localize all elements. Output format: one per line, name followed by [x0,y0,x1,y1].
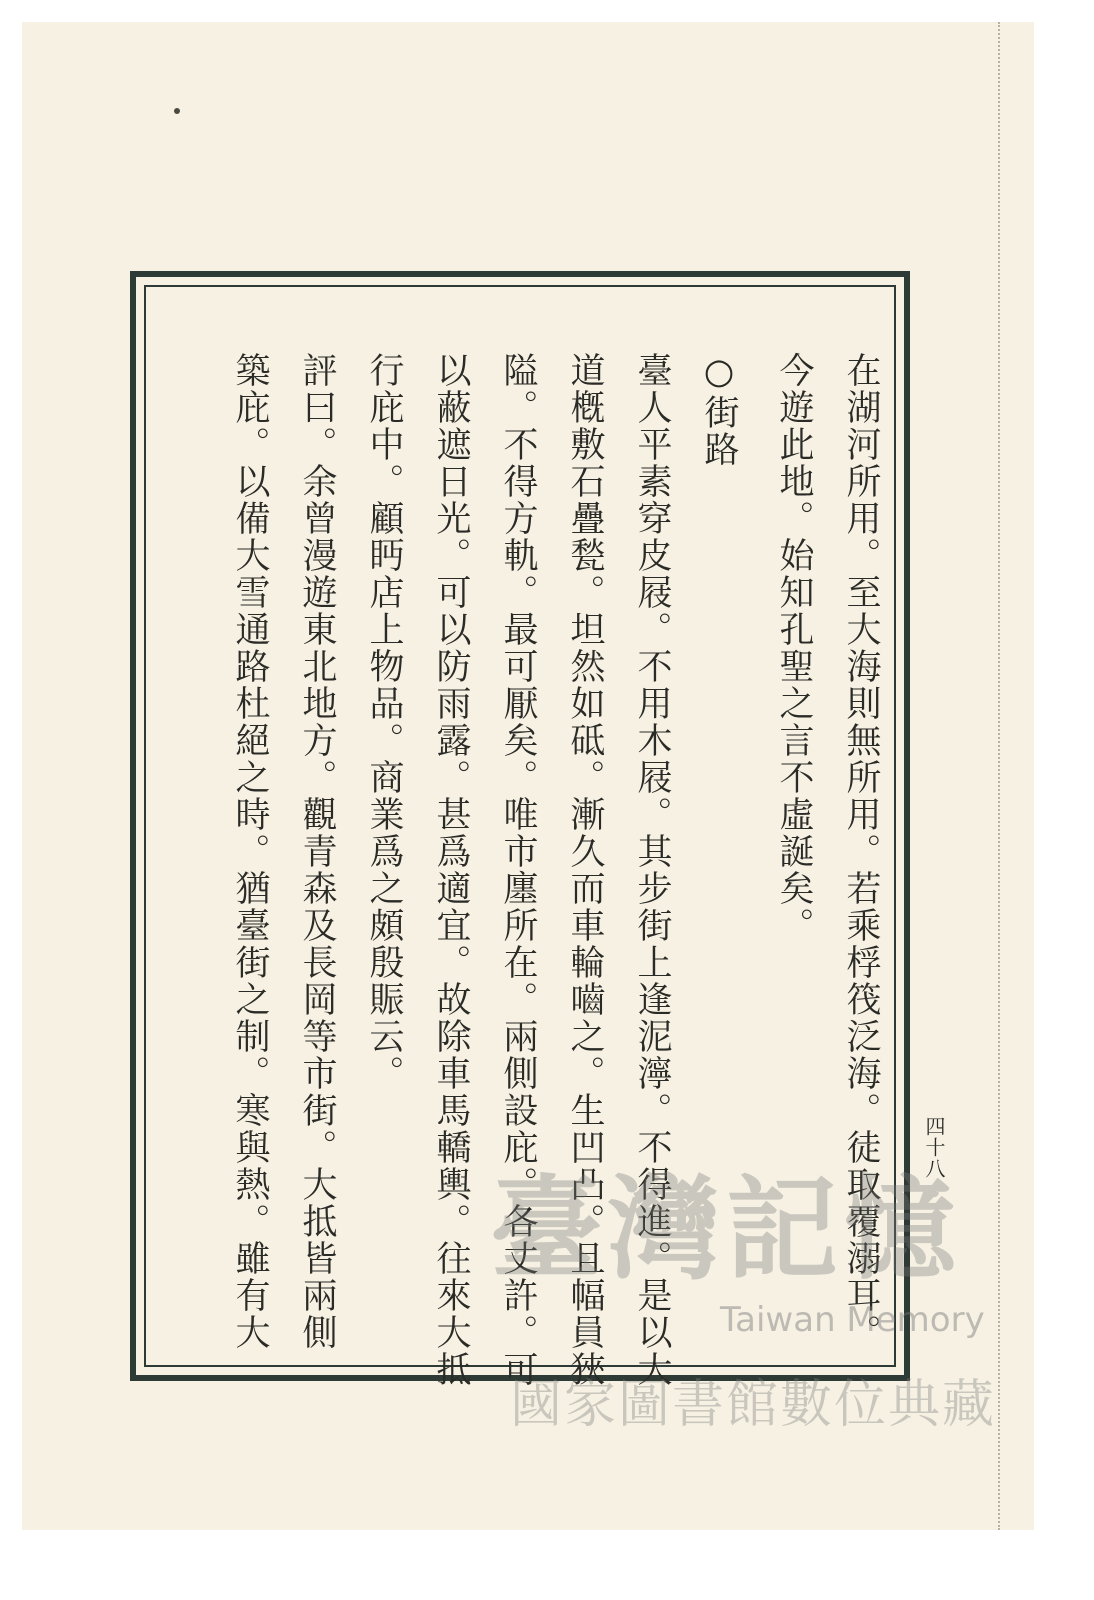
commentary-column-1: 評曰。余曾漫遊東北地方。觀青森及長岡等市街。大抵皆兩側 [297,352,337,1351]
watermark-chinese: 國家圖書館數位典藏 [510,1375,997,1435]
text-column-6: 道槪敷石疊甃。坦然如砥。漸久而車輪嚙之。生凹凸。且幅員狹 [565,352,605,1388]
text-column-blank [752,352,760,353]
text-column-7: 隘。不得方軌。最可厭矣。唯市廛所在。兩側設庇。各丈許。可 [498,352,538,1388]
commentary-column-2: 築庇。以備大雪通路杜絕之時。猶臺街之制。寒與熱。雖有大 [230,352,270,1351]
section-heading: ○街路 [699,352,739,468]
text-column-5: 臺人平素穿皮屐。不用木屐。其步街上逢泥濘。不得進。是以大 [632,352,672,1388]
text-column-8: 以蔽遮日光。可以防雨露。甚爲適宜。故除車馬轎輿。往來大抵 [431,352,471,1388]
text-column-1: 在湖河所用。至大海則無所用。若乘桴筏泛海。徒取覆溺耳。 [841,352,881,1351]
text-column-9: 行庇中。顧眄店上物品。商業爲之頗殷賑云。 [364,352,404,1092]
ink-speck [174,108,180,114]
watermark-english: Taiwan Memory [720,1300,985,1340]
page-number: 四十八 [922,1116,946,1179]
watermark-logo: 臺灣記憶 [490,1164,962,1295]
text-column-2: 今遊此地。始知孔聖之言不虛誕矣。 [774,352,814,944]
page-fold-line [998,22,1000,1530]
